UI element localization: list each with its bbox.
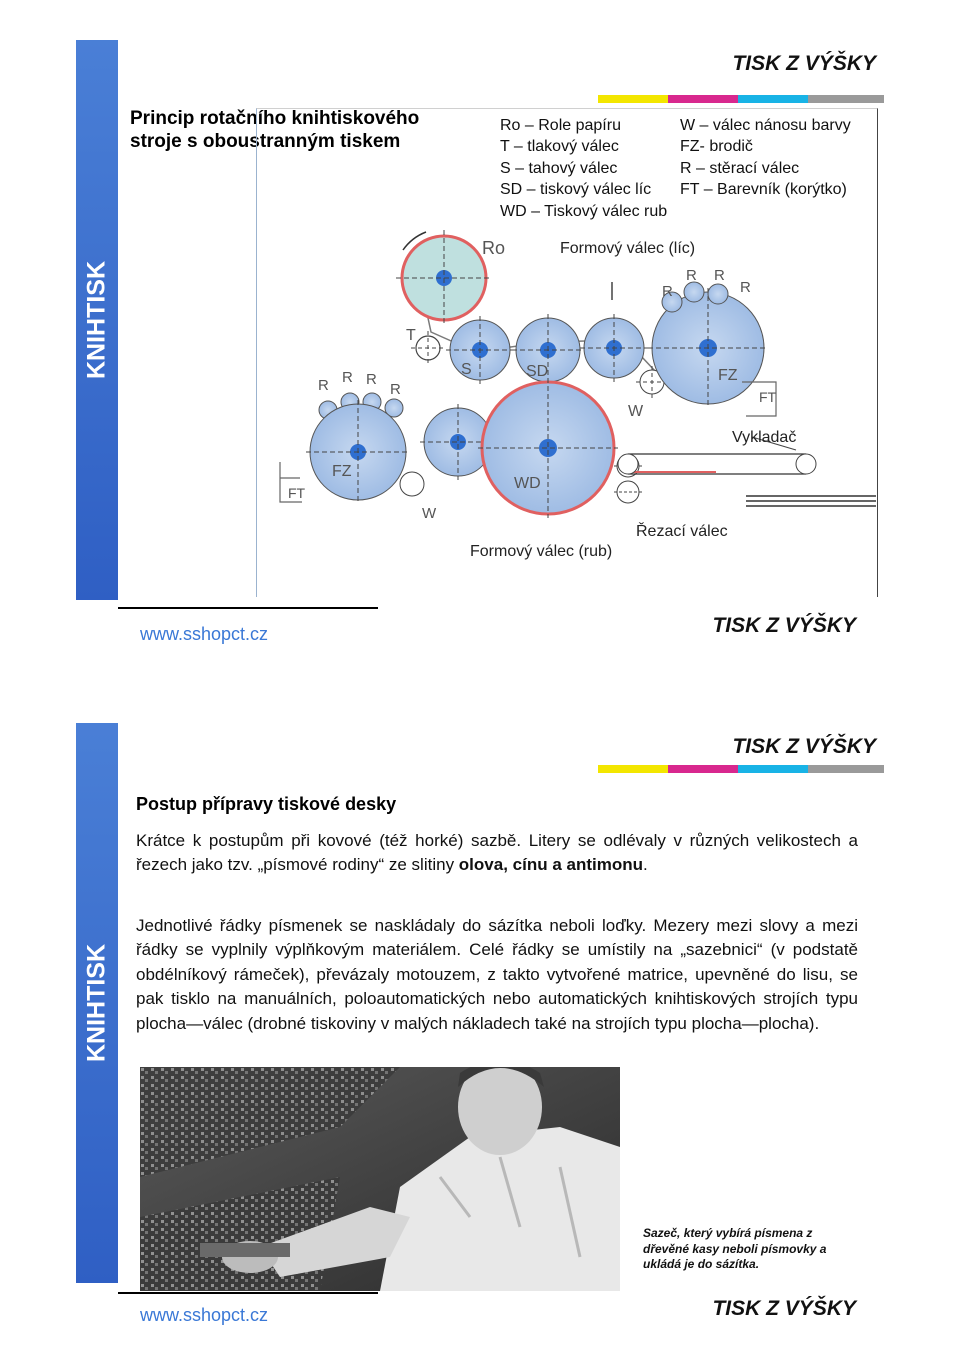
header-title: TISK Z VÝŠKY	[732, 735, 876, 758]
sidebar-label: KNIHTISK	[82, 260, 111, 380]
legend-item: Ro – Role papíru	[500, 117, 621, 134]
paragraph-1-text: Krátce k postupům při kovové (též horké) sazbě. Litery se odlévaly v různých velikostech a řezech jako tzv. „písmové rodiny“ ze slitiny	[136, 831, 858, 875]
legend-item: SD – tiskový válec líc	[500, 181, 652, 198]
legend-item: FZ- brodič	[680, 138, 753, 155]
label-s: S	[461, 361, 472, 378]
label-sd: SD	[526, 363, 549, 380]
legend-item: S – tahový válec	[500, 160, 618, 177]
svg-text:R: R	[662, 283, 673, 300]
svg-text:R: R	[686, 267, 697, 284]
footer-rule	[118, 1292, 378, 1294]
sidebar	[76, 723, 118, 1283]
footer-title: TISK Z VÝŠKY	[712, 1297, 856, 1320]
svg-text:W: W	[422, 505, 437, 522]
legend-item: FT – Barevník (korýtko)	[680, 181, 847, 198]
label-fz: FZ	[718, 367, 738, 384]
label-wd: WD	[514, 475, 541, 492]
svg-text:R: R	[740, 279, 751, 296]
paragraph-1-emphasis: olova, cínu a antimonu	[458, 855, 643, 875]
label-ft-left: FT	[288, 485, 306, 501]
label-w: W	[628, 403, 644, 420]
typesetter-photo	[140, 1067, 620, 1291]
label-ft-right: FT	[759, 389, 777, 405]
label-ro: Ro	[482, 238, 506, 258]
svg-text:R: R	[714, 267, 725, 284]
header-title: TISK Z VÝŠKY	[732, 52, 876, 75]
slide-2	[0, 683, 960, 1367]
paragraph-1: Krátce k postupům při kovové (též horké) sazbě. Litery se odlévaly v různých velikostech a řezech jako tzv. „písmové rodiny“ ze slitiny olova, cínu a antimonu.	[136, 831, 858, 875]
sidebar-label: KNIHTISK	[82, 943, 111, 1063]
sidebar	[76, 40, 118, 600]
legend-item: WD – Tiskový válec rub	[500, 203, 668, 220]
label-t: T	[406, 327, 416, 344]
section-title: Postup přípravy tiskové desky	[136, 794, 397, 814]
legend-item: T – tlakový válec	[500, 138, 619, 155]
printing-machine-diagram	[256, 222, 876, 592]
paragraph-2: Jednotlivé řádky písmenek se naskládaly do sázítka neboli loďky. Mezery mezi slovy a mezi řádky se vyplnily výplňkovým materiálem. Celé řádky se umístily na „sazebnici“ (v podstatě obdélníkový rámeček), převázaly motouzem, z takto vytvořené matrice, upevněné do lisu, se pak tisklo na manuálních, poloautomatických nebo automatických knihtiskových strojích typu plocha—válec (drobné tiskoviny v malých nákladech také na strojích typu plocha—plocha).	[136, 916, 858, 1033]
footer-title: TISK Z VÝŠKY	[712, 614, 856, 637]
slide-title: Princip rotačního knihtiskového stroje s oboustranným tiskem	[130, 108, 420, 152]
label-rezaci-valec: Řezací válec	[636, 523, 728, 540]
photo-caption: Sazeč, který vybírá písmena z dřevěné kasy neboli písmovky a ukládá je do sázítka.	[643, 1226, 827, 1271]
svg-text:R: R	[390, 381, 401, 398]
svg-text:R: R	[318, 377, 329, 394]
footer-link[interactable]: www.sshopct.cz	[140, 1305, 269, 1325]
footer-link[interactable]: www.sshopct.cz	[140, 624, 269, 644]
slide-1	[0, 0, 960, 683]
label-formovy-valec-lic: Formový válec (líc)	[560, 240, 696, 257]
svg-text:R: R	[366, 371, 377, 388]
svg-text:R: R	[342, 369, 353, 386]
label-fz-left: FZ	[332, 463, 352, 480]
footer-rule	[118, 607, 378, 609]
legend-item: R – stěrací válec	[680, 160, 800, 177]
legend-item: W – válec nánosu barvy	[680, 117, 851, 134]
label-formovy-valec-rub: Formový válec (rub)	[470, 543, 613, 560]
label-vykladac: Vykladač	[732, 429, 797, 446]
